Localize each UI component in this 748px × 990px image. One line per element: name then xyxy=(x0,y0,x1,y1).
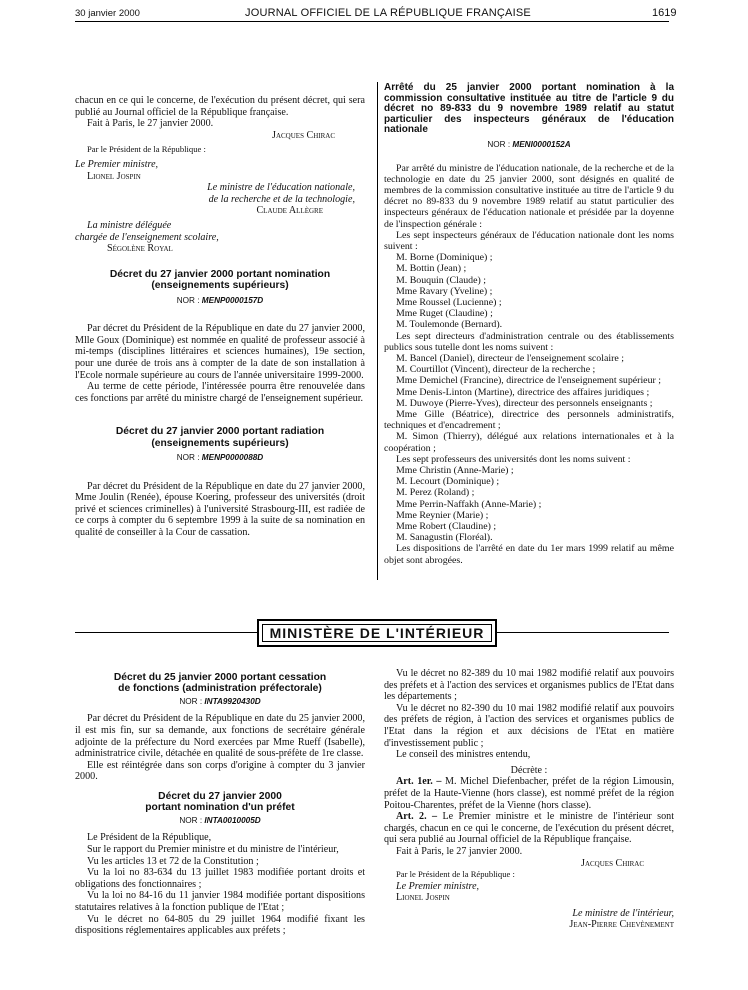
paragraph: Par décret du Président de la République en date du 27 janvier 2000, Mme Joulin (Renée), épouse Koering, professeur des universités (droit privé et sciences criminelles) à l'université Strasbourg-III, est radiée de ce corps à compter du 6 septembre 1999 à la suite de sa nomination en qualité de conseiller à la Cour de cassation. xyxy=(75,480,365,539)
minister-title-1: Le ministre de l'éducation nationale, xyxy=(207,182,355,194)
paragraph: Vu le décret no 64-805 du 29 juillet 1964 modifié fixant les dispositions réglementaires applicables aux préfets ; xyxy=(75,913,365,937)
decrete-label: Décrète : xyxy=(510,764,548,776)
decree-title: Décret du 27 janvier 2000 portant radiation xyxy=(115,426,325,438)
minister2-title-1: La ministre déléguée xyxy=(87,219,172,231)
list-item: Mme Gille (Béatrice), directrice des personnels administratifs, techniques et d'encadrement ; xyxy=(384,409,674,432)
list-item: M. Bouquin (Claude) ; xyxy=(396,274,486,286)
decree-subtitle: portant nomination d'un préfet xyxy=(145,802,295,814)
signature-date: Fait à Paris, le 27 janvier 2000. xyxy=(87,118,214,130)
decree-subtitle: (enseignements supérieurs) xyxy=(151,437,289,449)
minister2-title-2: chargée de l'enseignement scolaire, xyxy=(75,231,219,243)
paragraph: Les sept directeurs d'administration centrale ou des établissements publics sous tutelle dont les noms suivent : xyxy=(384,330,674,353)
header-date: 30 janvier 2000 xyxy=(75,8,140,19)
decree-subtitle: de fonctions (administration préfectorale) xyxy=(118,683,322,695)
nor-code: MENI0000152A xyxy=(512,139,571,149)
article-1: Art. 1er. – M. Michel Diefenbacher, préfet de la région Limousin, préfet de la Haute-Vienne (hors classe), est nommé préfet de la région Poitou-Charentes, préfet de la Vienne (hors classe). xyxy=(384,776,674,811)
nor-code: INTA0010005D xyxy=(204,815,261,825)
article-label: Art. 1er. – xyxy=(396,776,442,788)
header-rule xyxy=(75,21,669,22)
list-item: M. Courtillot (Vincent), directeur de la recherche ; xyxy=(396,364,596,376)
page-header xyxy=(0,0,748,22)
par-president: Par le Président de la République : xyxy=(87,144,206,155)
list-item: M. Perez (Roland) ; xyxy=(396,487,475,499)
paragraph: Par arrêté du ministre de l'éducation nationale, de la recherche et de la technologie en date du 25 janvier 2000, sont désignés en qualité de membres de la commission consultative instituée au titre de l'article 9 du décret no 89-833 du 9 novembre 1989 relatif au statut particulier des inspecteurs généraux de l'éducation nationale et présidée par la doyenne de l'inspection générale : xyxy=(384,162,674,230)
minister-name: Claude Allègre xyxy=(256,205,323,217)
minister-name: Jean-Pierre Chevènement xyxy=(569,919,674,931)
signature-date: Fait à Paris, le 27 janvier 2000. xyxy=(396,845,523,857)
decree-title: Décret du 25 janvier 2000 portant cessation xyxy=(113,672,327,683)
pm-name: Lionel Jospin xyxy=(396,892,450,904)
paragraph: Les dispositions de l'arrêté en date du 1er mars 1999 relatif au même objet sont abrogées. xyxy=(384,543,674,566)
column-divider xyxy=(377,82,378,580)
list-item: Mme Christin (Anne-Marie) ; xyxy=(396,465,514,477)
paragraph: Vu la loi no 83-634 du 13 juillet 1983 modifiée portant droits et obligations des fonctionnaires ; xyxy=(75,867,365,890)
left-column-top xyxy=(75,95,365,539)
list-item: Mme Ravary (Yveline) ; xyxy=(396,285,493,297)
article-label: Art. 2. – xyxy=(396,811,438,823)
paragraph: Vu les articles 13 et 72 de la Constitution ; xyxy=(87,855,259,867)
signature-president: Jacques Chirac xyxy=(272,129,335,141)
paragraph: Sur le rapport du Premier ministre et du ministre de l'intérieur, xyxy=(87,843,339,855)
right-column-bottom xyxy=(384,668,674,931)
list-item: M. Bottin (Jean) ; xyxy=(396,263,467,275)
nor-reference: NOR : MENI0000152A xyxy=(487,139,571,149)
paragraph: Vu la loi no 84-16 du 11 janvier 1984 modifiée portant dispositions statutaires relatives à la fonction publique de l'Etat ; xyxy=(75,890,365,913)
pm-title: Le Premier ministre, xyxy=(75,158,159,170)
minister2-name: Ségolène Royal xyxy=(107,243,173,255)
pm-name: Lionel Jospin xyxy=(87,170,141,182)
list-item: Mme Denis-Linton (Martine), directrice des affaires juridiques ; xyxy=(396,386,650,398)
list-item: M. Sanagustin (Floréal). xyxy=(396,532,493,544)
minister-title-2: de la recherche et de la technologie, xyxy=(208,193,355,205)
par-president: Par le Président de la République : xyxy=(396,869,515,880)
left-column-bottom xyxy=(75,672,365,937)
section-heading-frame xyxy=(262,624,492,642)
paragraph: Vu le décret no 82-389 du 10 mai 1982 modifié relatif aux pouvoirs des préfets et à l'action des services et organismes publics de l'Etat dans les départements ; xyxy=(384,668,674,703)
decree-subtitle: (enseignements supérieurs) xyxy=(151,280,289,292)
page-number: 1619 xyxy=(652,7,677,19)
list-item: M. Borne (Dominique) ; xyxy=(396,252,493,264)
list-item: Mme Reynier (Marie) ; xyxy=(396,509,489,521)
paragraph: chacun en ce qui le concerne, de l'exécution du présent décret, qui sera publié au Journal officiel de la République française. xyxy=(75,95,365,118)
section-title: MINISTÈRE DE L'INTÉRIEUR xyxy=(269,625,485,641)
nor-reference: NOR : INTA0010005D xyxy=(179,815,261,825)
paragraph: Au terme de cette période, l'intéressée pourra être renouvelée dans ces fonctions par arrêté du ministre chargé de l'enseignement supérieur. xyxy=(75,381,365,404)
paragraph: Le Président de la République, xyxy=(87,832,212,844)
paragraph: Les sept inspecteurs généraux de l'éducation nationale dont les noms suivent : xyxy=(384,229,674,252)
signature-president: Jacques Chirac xyxy=(581,857,644,869)
list-item: M. Bancel (Daniel), directeur de l'enseignement scolaire ; xyxy=(396,353,624,365)
paragraph: Les sept professeurs des universités dont les noms suivent : xyxy=(396,453,631,465)
journal-title: JOURNAL OFFICIEL DE LA RÉPUBLIQUE FRANÇAISE xyxy=(245,7,531,19)
arrete-title: Arrêté du 25 janvier 2000 portant nomination à la commission consultative instituée au titre de l'article 9 du décret no 89-833 du 9 novembre 1989 relatif au statut particulier des inspecteurs généraux de l'éducation nationale xyxy=(384,82,674,136)
list-item: M. Simon (Thierry), délégué aux relations internationales et à la coopération ; xyxy=(384,431,674,454)
minister-title: Le ministre de l'intérieur, xyxy=(572,907,674,919)
nor-code: MENP0000088D xyxy=(201,453,264,463)
list-item: Mme Robert (Claudine) ; xyxy=(396,521,497,533)
list-item: Mme Ruget (Claudine) ; xyxy=(396,308,493,320)
nor-reference: NOR : MENP0000157D xyxy=(176,295,264,305)
decree-title: Décret du 27 janvier 2000 portant nomination xyxy=(109,268,331,280)
section-heading xyxy=(257,619,497,647)
nor-reference: NOR : MENP0000088D xyxy=(176,453,264,463)
list-item: Mme Perrin-Naffakh (Anne-Marie) ; xyxy=(396,498,542,510)
right-column-top xyxy=(384,83,674,566)
article-2: Art. 2. – Le Premier ministre et le ministre de l'intérieur sont chargés, chacun en ce qui le concerne, de l'exécution du présent décret, qui sera publié au Journal officiel de la République française. xyxy=(384,811,674,846)
nor-code: INTA9920430D xyxy=(204,696,261,706)
decree-title: Décret du 27 janvier 2000 xyxy=(158,790,282,802)
list-item: M. Toulemonde (Bernard). xyxy=(396,319,503,331)
paragraph: Par décret du Président de la République en date du 27 janvier 2000, Mlle Goux (Dominique) est nommée en qualité de professeur associé à mi-temps (disciplines littéraires et sciences humaines), 19e section, pour une durée de trois ans à compter de la date de son installation à l'Ecole normale supérieure au cours de l'année universitaire 1999-2000. xyxy=(75,323,365,381)
paragraph: Vu le décret no 82-390 du 10 mai 1982 modifié relatif aux pouvoirs des préfets de région, à l'action des services et organismes publics de l'Etat dans la région et aux décisions de l'Etat en matière d'investissement public ; xyxy=(384,702,674,749)
paragraph: Le conseil des ministres entendu, xyxy=(396,749,531,761)
paragraph: Par décret du Président de la République en date du 25 janvier 2000, il est mis fin, sur sa demande, aux fonctions de secrétaire générale adjointe de la préfecture du Nord exercées par Mme Rueff (Isabelle), administratrice civile, détachée en qualité de sous-préfète de 1re classe. xyxy=(75,713,365,760)
nor-reference: NOR : INTA9920430D xyxy=(179,696,261,706)
list-item: M. Lecourt (Dominique) ; xyxy=(396,476,500,488)
pm-title: Le Premier ministre, xyxy=(396,880,480,892)
list-item: Mme Roussel (Lucienne) ; xyxy=(396,297,502,308)
paragraph: Elle est réintégrée dans son corps d'origine à compter du 3 janvier 2000. xyxy=(75,759,365,783)
nor-code: MENP0000157D xyxy=(201,295,264,305)
list-item: Mme Demichel (Francine), directrice de l'enseignement supérieur ; xyxy=(396,375,662,387)
list-item: M. Duwoye (Pierre-Yves), directeur des personnels enseignants ; xyxy=(396,397,653,409)
